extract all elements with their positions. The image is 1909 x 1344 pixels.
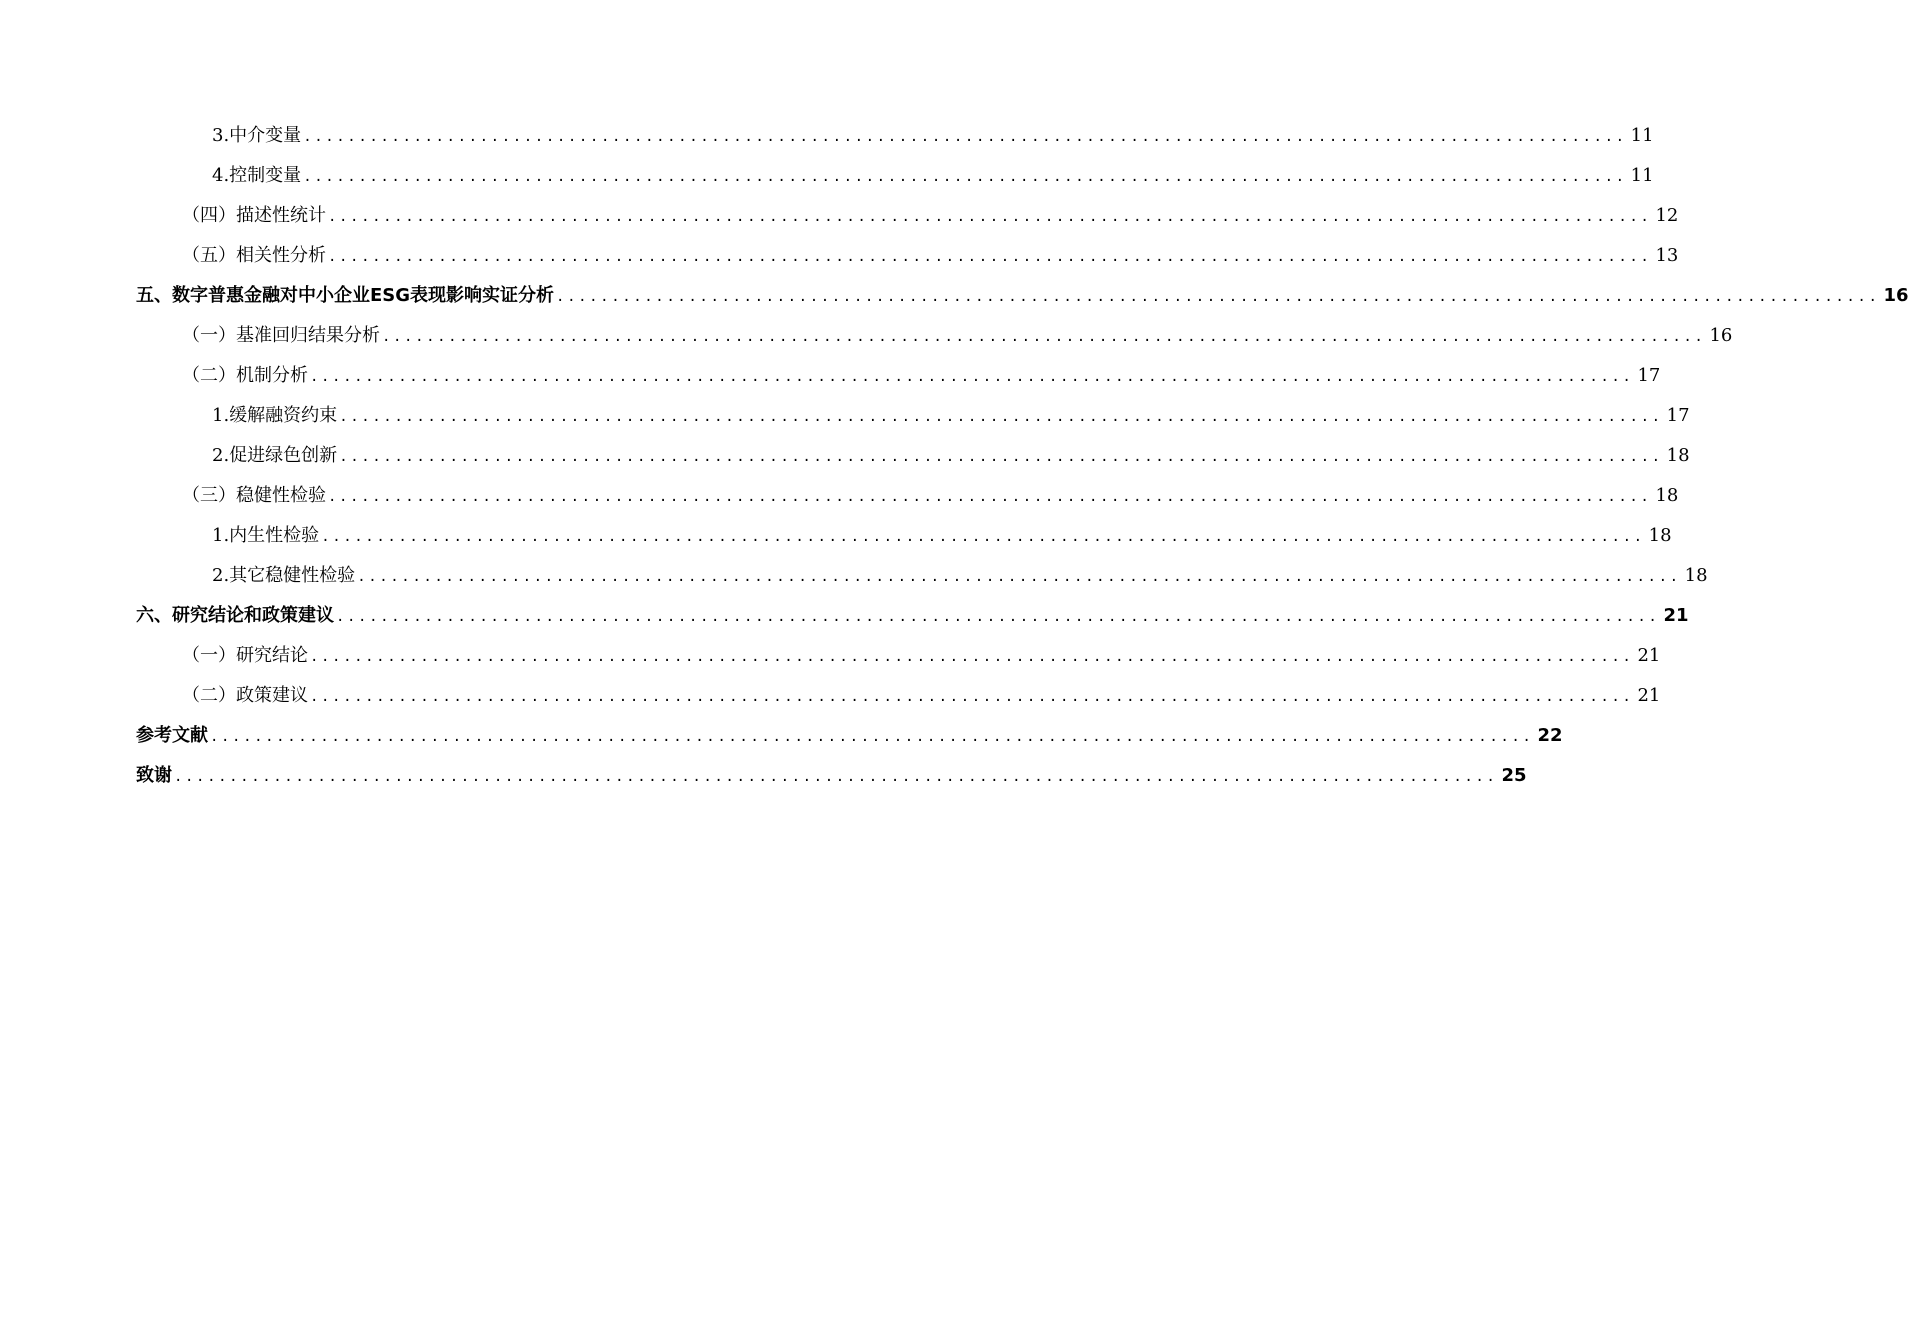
toc-entry[interactable] <box>136 716 1563 756</box>
toc-entry-page: 22 <box>1537 725 1563 746</box>
toc-entry[interactable] <box>136 516 1672 556</box>
toc-entry[interactable] <box>136 236 1679 276</box>
toc-entry-title: 2.其它稳健性检验 <box>212 565 356 586</box>
toc-entry[interactable] <box>136 476 1679 516</box>
toc-entry-page: 21 <box>1637 645 1661 666</box>
dot-leader: ........................................................................................................................ <box>303 169 1627 185</box>
toc-entry-page: 11 <box>1630 165 1654 186</box>
toc-entry-title: 3.中介变量 <box>212 125 302 146</box>
dot-leader: ........................................................................................................................ <box>339 449 1663 465</box>
dot-leader: ........................................................................................................................ <box>310 369 1634 385</box>
toc-entry[interactable] <box>136 316 1733 356</box>
toc-entry-title: （四）描述性统计 <box>182 205 326 226</box>
dot-leader: ........................................................................................................................ <box>382 329 1706 345</box>
toc-entry-page: 11 <box>1630 125 1654 146</box>
dot-leader: ........................................................................................................................ <box>556 289 1880 305</box>
toc-entry[interactable] <box>136 556 1708 596</box>
dot-leader: ........................................................................................................................ <box>321 529 1645 545</box>
toc-entry-title: 1.内生性检验 <box>212 525 320 546</box>
toc-entry-page: 17 <box>1666 405 1690 426</box>
toc-entry-title: （一）基准回归结果分析 <box>182 325 380 346</box>
toc-entry[interactable] <box>136 196 1679 236</box>
toc-entry-page: 17 <box>1637 365 1661 386</box>
toc-entry[interactable] <box>136 436 1690 476</box>
dot-leader: ........................................................................................................................ <box>210 729 1534 745</box>
dot-leader: ........................................................................................................................ <box>328 249 1652 265</box>
table-of-contents <box>136 116 1909 796</box>
toc-entry-page: 25 <box>1501 765 1527 786</box>
dot-leader: ........................................................................................................................ <box>174 769 1498 785</box>
dot-leader: ........................................................................................................................ <box>328 209 1652 225</box>
toc-entry[interactable] <box>136 116 1654 156</box>
toc-entry-title: 2.促进绿色创新 <box>212 445 338 466</box>
toc-entry-title: （二）政策建议 <box>182 685 308 706</box>
toc-entry-page: 16 <box>1709 325 1733 346</box>
toc-entry-page: 16 <box>1883 285 1909 306</box>
toc-entry[interactable] <box>136 636 1661 676</box>
toc-entry-title: 参考文献 <box>136 725 208 746</box>
toc-entry-title: 1.缓解融资约束 <box>212 405 338 426</box>
toc-entry-title: （二）机制分析 <box>182 365 308 386</box>
toc-entry-page: 18 <box>1648 525 1672 546</box>
toc-entry-title: （一）研究结论 <box>182 645 308 666</box>
toc-entry[interactable] <box>136 596 1689 636</box>
dot-leader: ........................................................................................................................ <box>357 569 1681 585</box>
dot-leader: ........................................................................................................................ <box>303 129 1627 145</box>
toc-entry-title: 4.控制变量 <box>212 165 302 186</box>
toc-entry-page: 13 <box>1655 245 1679 266</box>
toc-entry-page: 12 <box>1655 205 1679 226</box>
toc-entry[interactable] <box>136 156 1654 196</box>
toc-entry-page: 18 <box>1655 485 1679 506</box>
dot-leader: ........................................................................................................................ <box>328 489 1652 505</box>
toc-entry-page: 21 <box>1637 685 1661 706</box>
toc-entry-title: 六、研究结论和政策建议 <box>136 605 334 626</box>
dot-leader: ........................................................................................................................ <box>310 689 1634 705</box>
toc-entry[interactable] <box>136 676 1661 716</box>
toc-entry[interactable] <box>136 396 1690 436</box>
toc-entry-page: 18 <box>1666 445 1690 466</box>
toc-entry[interactable] <box>136 276 1909 316</box>
toc-entry[interactable] <box>136 356 1661 396</box>
toc-entry-title: 五、数字普惠金融对中小企业ESG表现影响实证分析 <box>136 285 555 306</box>
toc-entry-title: 致谢 <box>136 765 172 786</box>
toc-entry-title: （五）相关性分析 <box>182 245 326 266</box>
toc-entry[interactable] <box>136 756 1527 796</box>
dot-leader: ........................................................................................................................ <box>310 649 1634 665</box>
dot-leader: ........................................................................................................................ <box>336 609 1660 625</box>
toc-entry-title: （三）稳健性检验 <box>182 485 326 506</box>
toc-entry-page: 21 <box>1663 605 1689 626</box>
toc-entry-page: 18 <box>1684 565 1708 586</box>
dot-leader: ........................................................................................................................ <box>339 409 1663 425</box>
